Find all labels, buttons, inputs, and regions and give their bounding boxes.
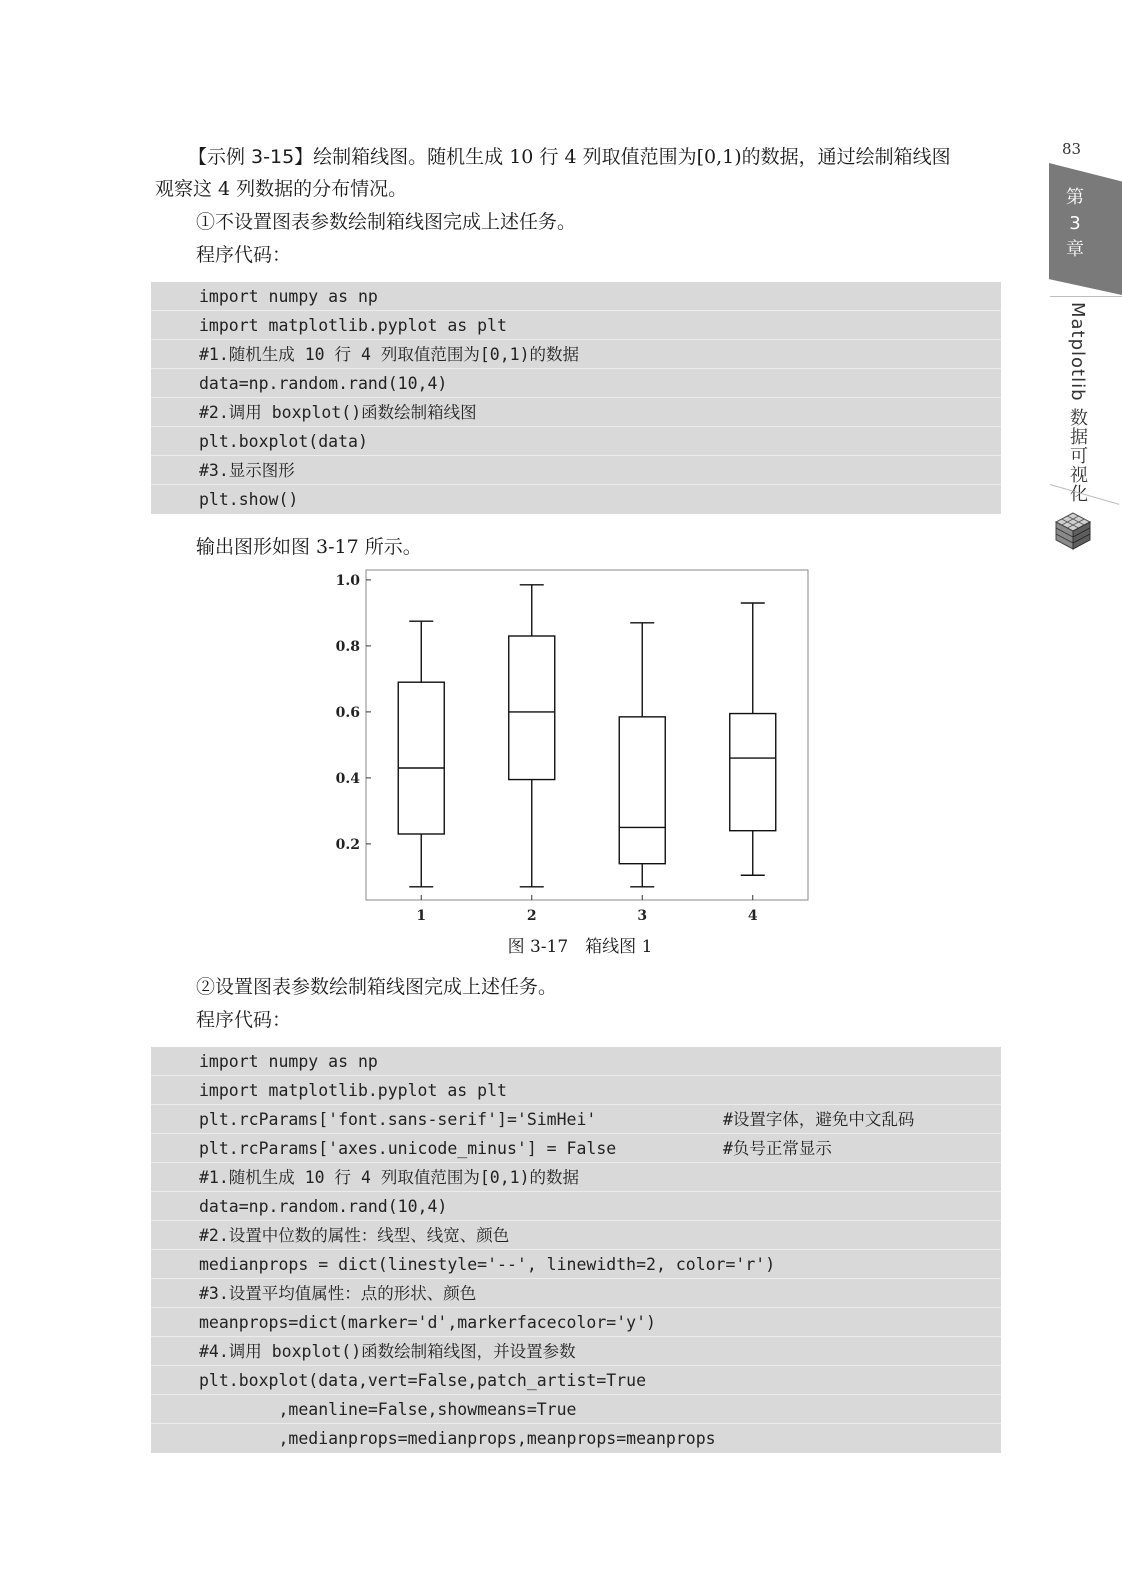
code-line (151, 1366, 1001, 1395)
page-number: 83 (1062, 140, 1082, 158)
box (509, 636, 555, 780)
code-line (151, 1076, 1001, 1105)
y-tick-label: 0.4 (335, 770, 360, 787)
code-line (151, 1192, 1001, 1221)
boxplot-chart (330, 560, 820, 930)
code-line (151, 1337, 1001, 1366)
code-line: plt.boxplot(data) (151, 427, 1001, 456)
code-line: #3.显示图形 (151, 456, 1001, 485)
y-tick-label: 0.8 (335, 638, 360, 655)
code-text: ,medianprops=medianprops,meanprops=meanprops (199, 1429, 716, 1448)
plot-frame (366, 570, 808, 900)
code-text: medianprops = dict(linestyle='--', linewidth=2, color='r') (199, 1255, 776, 1274)
y-tick-label: 0.2 (335, 836, 360, 853)
box (619, 717, 665, 864)
example-text: 绘制箱线图。随机生成 10 行 4 列取值范围为[0,1)的数据，通过绘制箱线图 (313, 146, 951, 168)
figure-caption: 图 3-17 箱线图 1 (507, 937, 653, 957)
code-label-2: 程序代码： (196, 1009, 292, 1031)
example-paragraph-line1 (188, 140, 951, 174)
code-line (151, 1395, 1001, 1424)
code-line: #1.随机生成 10 行 4 列取值范围为[0,1)的数据 (151, 340, 1001, 369)
step1-text: ①不设置图表参数绘制箱线图完成上述任务。 (196, 211, 577, 233)
code-text: import matplotlib.pyplot as plt (199, 1081, 507, 1100)
x-tick-label: 3 (637, 908, 648, 924)
box (398, 682, 444, 834)
code-label-1: 程序代码： (196, 244, 292, 266)
code-line: import numpy as np (151, 282, 1001, 311)
code-text: #2.设置中位数的属性：线型、线宽、颜色 (199, 1226, 510, 1245)
code-text: data=np.random.rand(10,4) (199, 1197, 448, 1216)
code-line (151, 1163, 1001, 1192)
rubik-cube-icon (1052, 510, 1094, 552)
code-line (151, 1047, 1001, 1076)
x-tick-label: 4 (747, 908, 758, 924)
code-line (151, 1134, 1001, 1163)
step2-text: ②设置图表参数绘制箱线图完成上述任务。 (196, 976, 558, 998)
code-line (151, 1221, 1001, 1250)
x-tick-label: 2 (526, 908, 537, 924)
code-line: plt.show() (199, 490, 299, 509)
code-text: #1.随机生成 10 行 4 列取值范围为[0,1)的数据 (199, 1168, 580, 1187)
code-comment: #负号正常显示 (723, 1139, 832, 1158)
code-line: import matplotlib.pyplot as plt (151, 311, 1001, 340)
code-line (151, 1424, 1001, 1453)
code-text: ,meanline=False,showmeans=True (199, 1400, 577, 1419)
code-text: plt.rcParams['axes.unicode_minus'] = False (199, 1139, 617, 1158)
code-comment: #设置字体，避免中文乱码 (723, 1110, 915, 1129)
code-line (151, 1105, 1001, 1134)
code-line: data=np.random.rand(10,4) (151, 369, 1001, 398)
y-tick-label: 1.0 (335, 572, 360, 589)
chapter-label-part: 章 (1066, 239, 1084, 260)
output-text: 输出图形如图 3-17 所示。 (196, 536, 422, 558)
code-line: #2.调用 boxplot()函数绘制箱线图 (151, 398, 1001, 427)
code-line (151, 1279, 1001, 1308)
code-text: #4.调用 boxplot()函数绘制箱线图，并设置参数 (199, 1342, 576, 1361)
code-text: #3.设置平均值属性：点的形状、颜色 (199, 1284, 477, 1303)
code-text: import numpy as np (199, 1052, 378, 1071)
code-text: plt.rcParams['font.sans-serif']='SimHei' (199, 1110, 597, 1129)
code-line (151, 1250, 1001, 1279)
chapter-label-part: 第 (1066, 187, 1084, 208)
chapter-label-part: 3 (1069, 213, 1081, 234)
example-heading: 【示例 3-15】 (188, 146, 314, 168)
example-paragraph-line2: 观察这 4 列数据的分布情况。 (155, 178, 408, 200)
sidebar-title: Matplotlib 数据可视化 (1067, 302, 1088, 504)
y-tick-label: 0.6 (335, 704, 360, 721)
code-text: plt.boxplot(data,vert=False,patch_artist=True (199, 1371, 647, 1390)
sidebar-divider (1050, 296, 1122, 297)
x-tick-label: 1 (416, 908, 427, 924)
code-block-2 (151, 1047, 1001, 1453)
chapter-label (1049, 185, 1101, 263)
code-line (151, 1308, 1001, 1337)
code-block-1 (151, 282, 1001, 514)
code-text: meanprops=dict(marker='d',markerfacecolor='y') (199, 1313, 656, 1332)
box (730, 714, 776, 831)
